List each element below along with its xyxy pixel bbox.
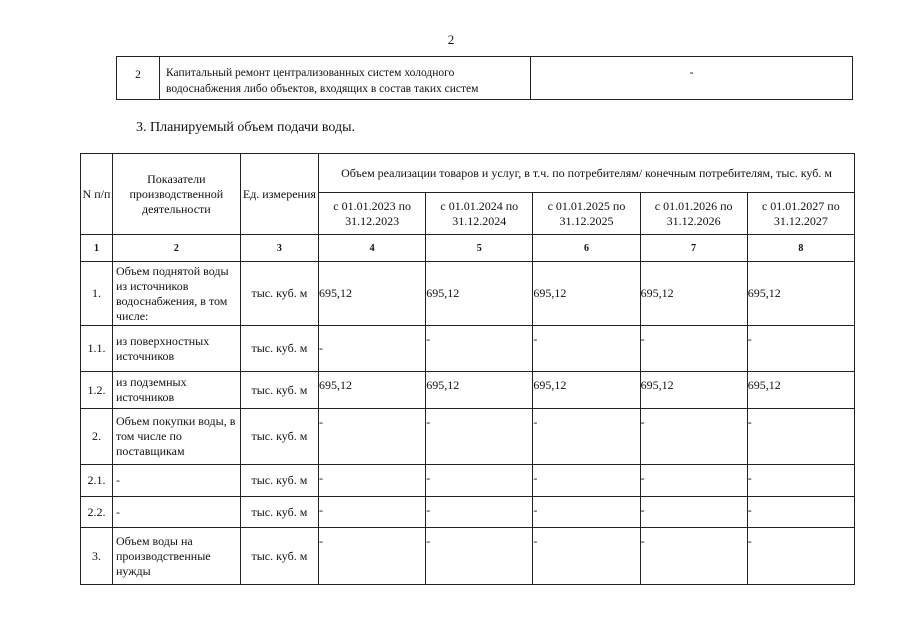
row-value: - xyxy=(747,497,854,528)
row-value: - xyxy=(319,497,426,528)
row-value: - xyxy=(426,326,533,372)
row-value: - xyxy=(640,465,747,497)
table-row xyxy=(81,326,855,372)
header-period: с 01.01.2025 по 31.12.2025 xyxy=(533,193,640,235)
table-row xyxy=(81,528,855,585)
row-value: 695,12 xyxy=(747,372,854,409)
row-indicator: из подземных источников xyxy=(112,372,240,409)
row-indicator: Объем покупки воды, в том числе по поставщикам xyxy=(112,409,240,465)
row-value: - xyxy=(319,528,426,585)
column-index: 4 xyxy=(319,235,426,262)
row-number: 1.2. xyxy=(81,372,113,409)
table-row xyxy=(81,372,855,409)
header-period: с 01.01.2026 по 31.12.2026 xyxy=(640,193,747,235)
row-value: - xyxy=(533,497,640,528)
column-index: 2 xyxy=(112,235,240,262)
table-row xyxy=(81,262,855,326)
row-indicator: - xyxy=(112,497,240,528)
row-indicator: из поверхностных источников xyxy=(112,326,240,372)
row-unit: тыс. куб. м xyxy=(240,528,318,585)
row-number: 2.2. xyxy=(81,497,113,528)
row-value: 695,12 xyxy=(640,262,747,326)
column-index: 8 xyxy=(747,235,854,262)
column-index: 3 xyxy=(240,235,318,262)
row-value: 695,12 xyxy=(426,262,533,326)
row-value: - xyxy=(533,326,640,372)
row-value: - xyxy=(533,528,640,585)
row-value: - xyxy=(533,409,640,465)
water-supply-table xyxy=(80,153,855,585)
column-index: 7 xyxy=(640,235,747,262)
row-value: 695,12 xyxy=(533,372,640,409)
row-value: - xyxy=(533,465,640,497)
row-number: 1.1. xyxy=(81,326,113,372)
row-number: 2. xyxy=(81,409,113,465)
header-period: с 01.01.2023 по 31.12.2023 xyxy=(319,193,426,235)
header-num: N п/п xyxy=(81,154,113,235)
row-indicator: Объем воды на производственные нужды xyxy=(112,528,240,585)
row-number: 3. xyxy=(81,528,113,585)
header-unit: Ед. измерения xyxy=(240,154,318,235)
table-row xyxy=(81,409,855,465)
row-number: 2.1. xyxy=(81,465,113,497)
row-value: 695,12 xyxy=(319,262,426,326)
row-value: - xyxy=(319,409,426,465)
row-unit: тыс. куб. м xyxy=(240,372,318,409)
column-index: 5 xyxy=(426,235,533,262)
row-value: - xyxy=(747,409,854,465)
header-group: Объем реализации товаров и услуг, в т.ч. по потребителям/ конечным потребителям, тыс. куб. м xyxy=(319,154,855,193)
row-text: Капитальный ремонт централизованных систем холодного водоснабжения либо объектов, входящих в состав таких систем xyxy=(160,57,531,100)
row-value: 695,12 xyxy=(533,262,640,326)
column-index: 6 xyxy=(533,235,640,262)
row-unit: тыс. куб. м xyxy=(240,497,318,528)
row-value: - xyxy=(319,326,426,372)
table-row xyxy=(117,57,853,100)
header-period: с 01.01.2024 по 31.12.2024 xyxy=(426,193,533,235)
row-value: - xyxy=(319,465,426,497)
row-value: 695,12 xyxy=(747,262,854,326)
row-value: - xyxy=(640,528,747,585)
continuation-table xyxy=(116,56,853,100)
header-period: с 01.01.2027 по 31.12.2027 xyxy=(747,193,854,235)
row-number: 1. xyxy=(81,262,113,326)
row-value: - xyxy=(426,465,533,497)
row-value: - xyxy=(531,57,853,100)
row-indicator: - xyxy=(112,465,240,497)
row-value: - xyxy=(640,497,747,528)
row-value: - xyxy=(640,409,747,465)
row-unit: тыс. куб. м xyxy=(240,262,318,326)
row-indicator: Объем поднятой воды из источников водоснабжения, в том числе: xyxy=(112,262,240,326)
row-value: 695,12 xyxy=(319,372,426,409)
row-value: - xyxy=(747,528,854,585)
row-value: - xyxy=(747,326,854,372)
table-row xyxy=(81,497,855,528)
row-number: 2 xyxy=(117,57,160,100)
row-unit: тыс. куб. м xyxy=(240,326,318,372)
row-value: - xyxy=(426,497,533,528)
row-value: - xyxy=(747,465,854,497)
row-value: - xyxy=(426,528,533,585)
page-number: 2 xyxy=(447,32,455,47)
row-value: - xyxy=(426,409,533,465)
table-row xyxy=(81,465,855,497)
header-row xyxy=(81,154,855,193)
row-value: 695,12 xyxy=(426,372,533,409)
row-unit: тыс. куб. м xyxy=(240,409,318,465)
row-unit: тыс. куб. м xyxy=(240,465,318,497)
column-index-row xyxy=(81,235,855,262)
header-indicator: Показатели производственной деятельности xyxy=(112,154,240,235)
column-index: 1 xyxy=(81,235,113,262)
section-heading: 3. Планируемый объем подачи воды. xyxy=(136,120,356,135)
row-value: - xyxy=(640,326,747,372)
row-value: 695,12 xyxy=(640,372,747,409)
